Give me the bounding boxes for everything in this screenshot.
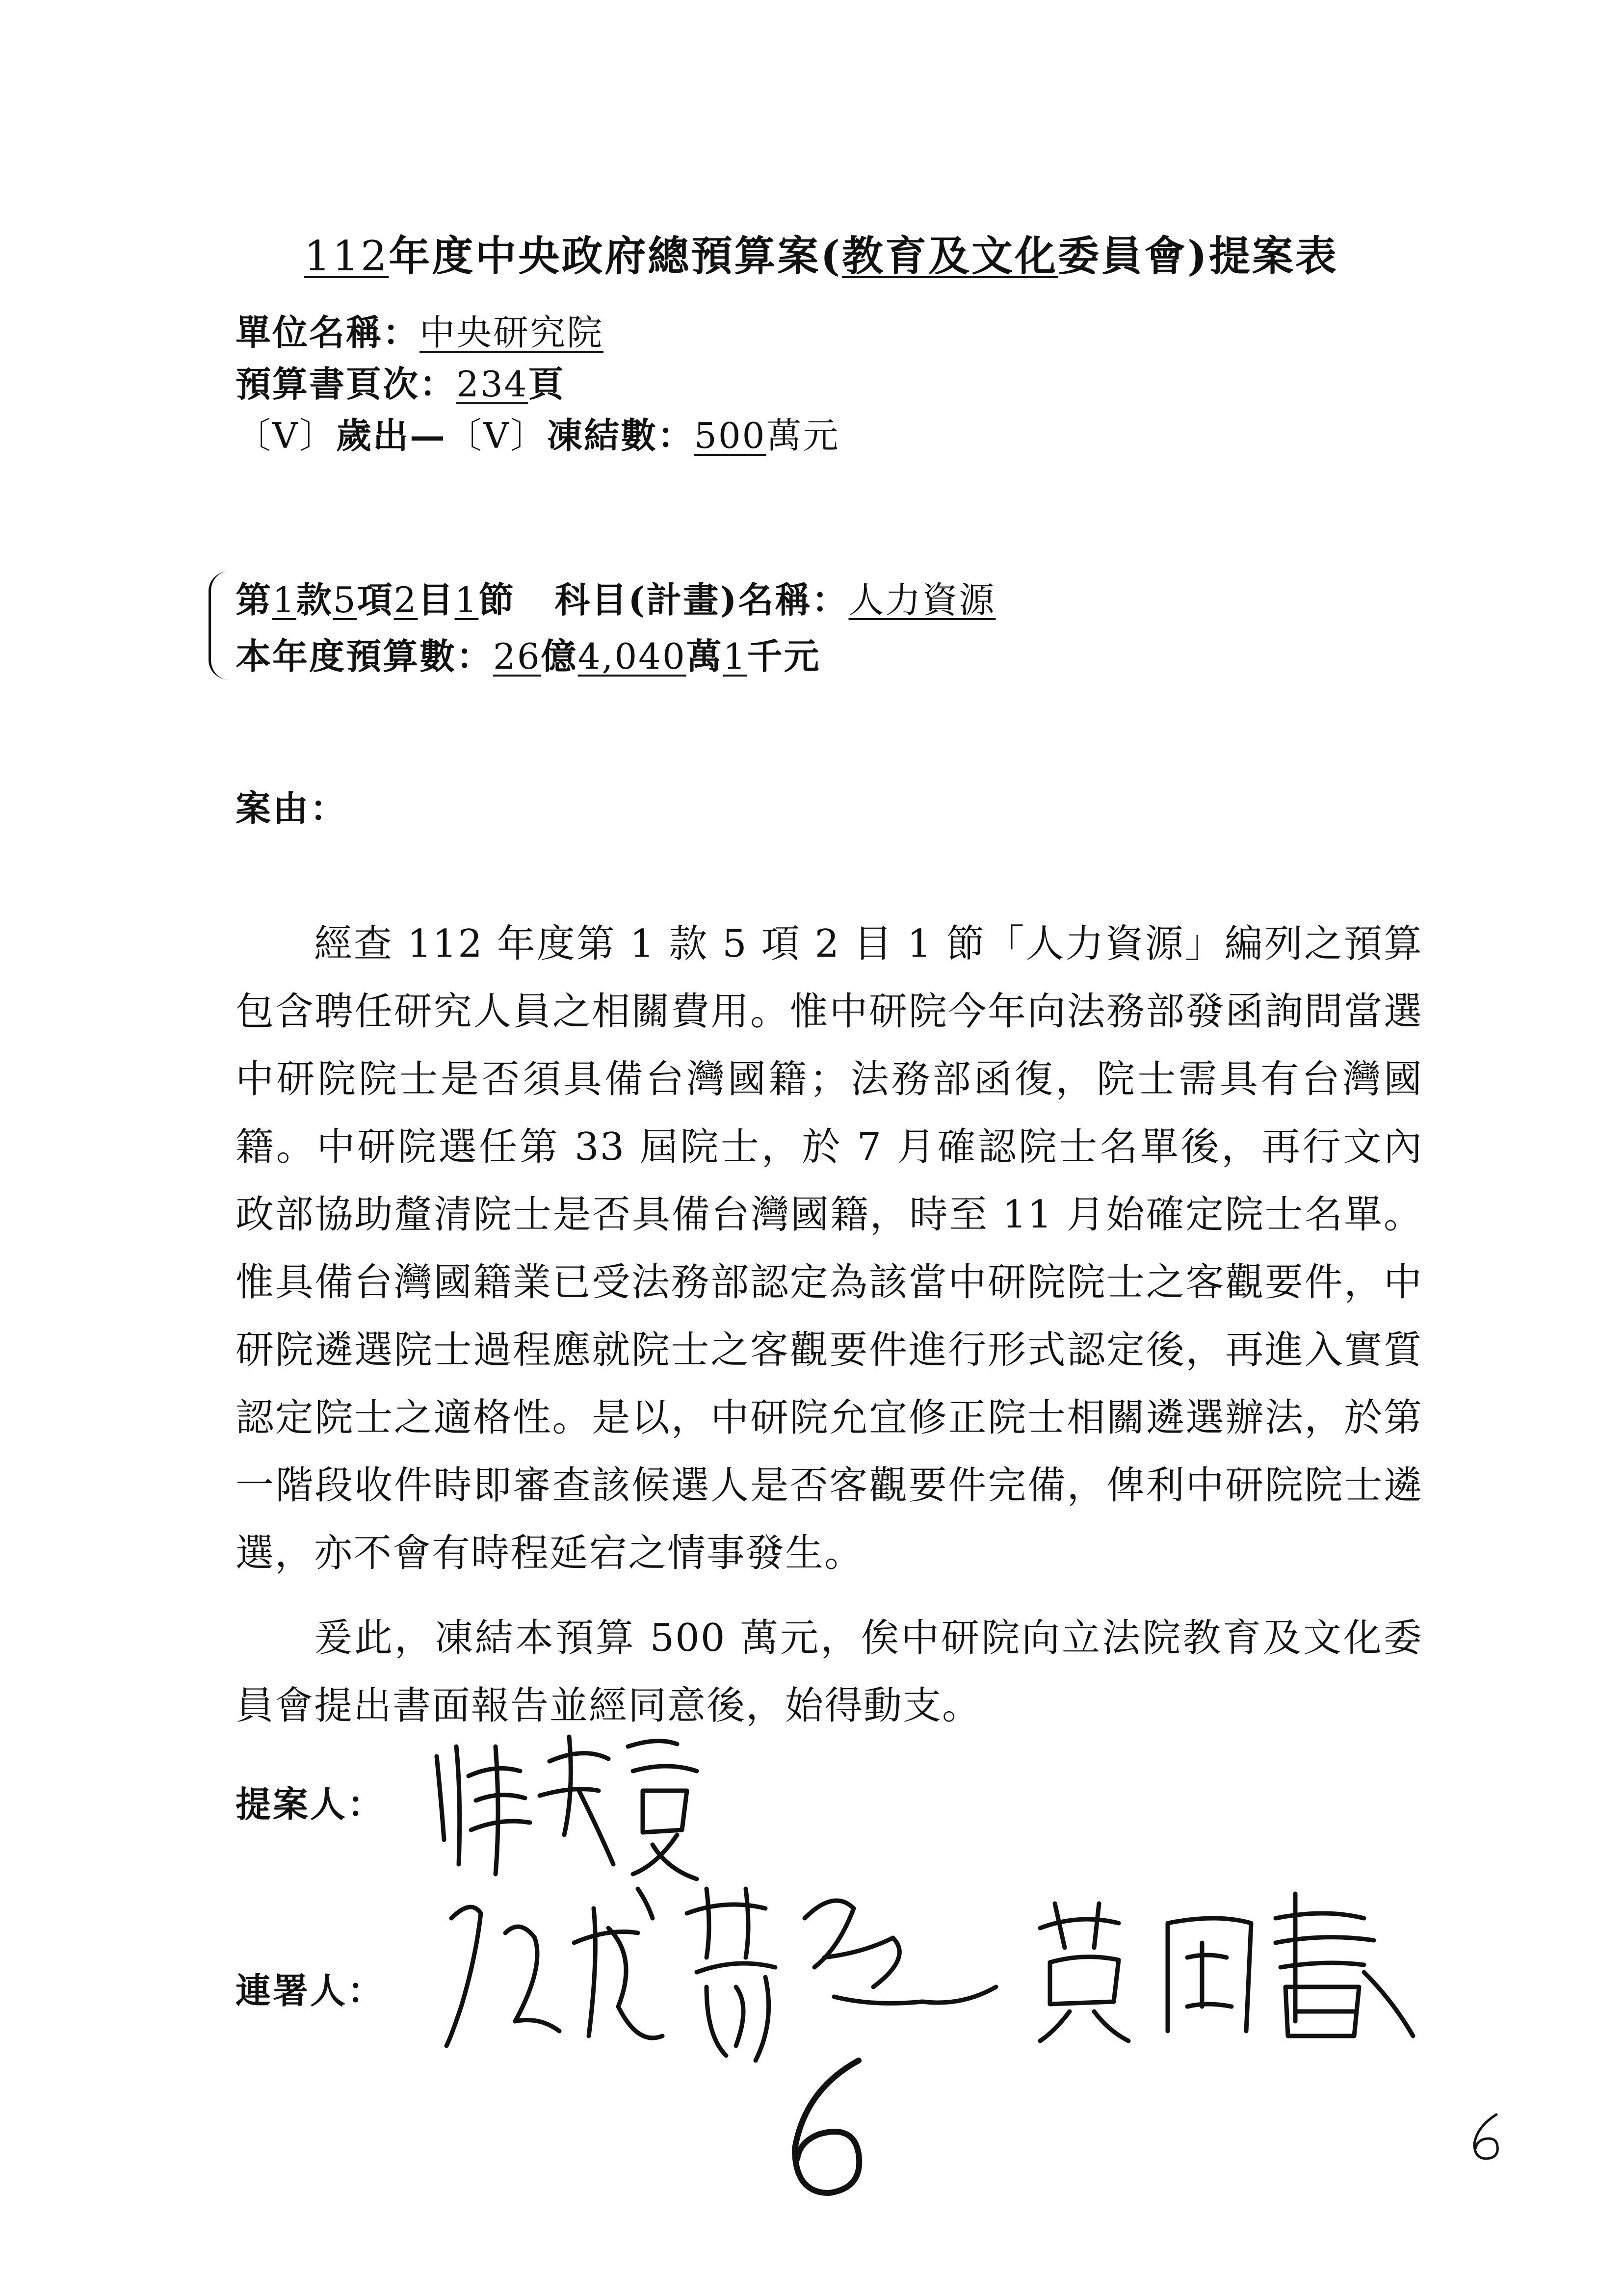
subject-value: 人力資源 bbox=[848, 579, 996, 621]
freeze-line bbox=[236, 407, 839, 458]
budget-wan: 4,040 bbox=[577, 636, 686, 677]
budget-label: 本年度預算數： bbox=[236, 635, 494, 677]
budget-line bbox=[236, 628, 821, 679]
section-m: 2 bbox=[393, 579, 418, 621]
budget-qian: 1 bbox=[723, 636, 747, 677]
cosigner-label: 連署人： bbox=[236, 1970, 385, 2011]
page-ref-line bbox=[236, 356, 565, 407]
section-j: 1 bbox=[454, 579, 479, 621]
proposer-signature-image bbox=[422, 1717, 726, 1884]
budget-qian-unit: 千元 bbox=[747, 635, 821, 677]
page-number-image bbox=[1467, 2110, 1506, 2164]
page-ref-suffix: 頁 bbox=[528, 363, 565, 405]
handwritten-number-image bbox=[775, 2051, 883, 2208]
page-ref-label: 預算書頁次： bbox=[236, 363, 457, 405]
freeze-checkbox-2: 〔V〕 bbox=[446, 415, 548, 456]
page-title bbox=[304, 223, 1338, 283]
section-line bbox=[236, 572, 995, 623]
freeze-label-2: 凍結數： bbox=[547, 415, 695, 456]
reason-paragraph-2: 爰此，凍結本預算 500 萬元，俟中研院向立法院教育及文化委員會提出書面報告並經同意後，始得動支。 bbox=[236, 1616, 1423, 1728]
page-ref-value: 234 bbox=[456, 364, 528, 405]
budget-yi: 26 bbox=[493, 636, 541, 677]
budget-wan-unit: 萬 bbox=[686, 635, 723, 677]
freeze-checkbox-1: 〔V〕 bbox=[236, 415, 336, 456]
unit-line bbox=[236, 304, 603, 355]
cosigner-signature-1-image bbox=[432, 1859, 1021, 2114]
reason-paragraph-1: 經查 112 年度第 1 款 5 項 2 目 1 節「人力資源」編列之預算包含聘任研究人員之相關費用。惟中研院今年向法務部發函詢問當選中研院院士是否須具備台灣國籍；法務部函復，院士需具有台灣國籍。中研院選任第 33 屆院士，於 7 月確認院士名單後，再行文內政部協助釐清院士是否具備台灣國籍，時至 11 月始確定院士名單。惟具備台灣國籍業已受法務部認定為該當中研院院士之客觀要件，中研院遴選院士過程應就院士之客觀要件進行形式認定後，再進入實質認定院士之適格性。是以，中研院允宜修正院士相關遴選辦法，於第一階段收件時即審查該候選人是否客觀要件完備，俾利中研院院士遴選，亦不會有時程延宕之情事發生。 bbox=[236, 922, 1423, 1575]
section-m-unit: 目 bbox=[418, 579, 455, 621]
freeze-value: 500 bbox=[694, 415, 766, 456]
section-x: 5 bbox=[333, 579, 357, 621]
section-j-unit: 節 bbox=[478, 579, 516, 621]
section-k-label: 第 bbox=[236, 579, 273, 621]
reason-label: 案由： bbox=[236, 787, 348, 829]
section-k-unit: 款 bbox=[296, 579, 333, 621]
title-committee: 教育及文化 bbox=[842, 232, 1058, 280]
section-bracket bbox=[209, 572, 231, 679]
subject-label: 科目(計畫)名稱： bbox=[554, 579, 849, 621]
unit-value: 中央研究院 bbox=[419, 312, 604, 353]
cosigner-signature-2-image bbox=[1021, 1874, 1423, 2061]
title-post: 委員會)提案表 bbox=[1058, 232, 1338, 280]
unit-label: 單位名稱： bbox=[236, 312, 420, 353]
section-k: 1 bbox=[272, 579, 296, 621]
title-year: 112 bbox=[304, 232, 389, 280]
title-pre: 年度中央政府總預算案( bbox=[389, 232, 842, 280]
proposer-label: 提案人： bbox=[236, 1783, 385, 1825]
budget-yi-unit: 億 bbox=[541, 635, 578, 677]
section-x-unit: 項 bbox=[357, 579, 394, 621]
freeze-unit: 萬元 bbox=[766, 415, 840, 456]
freeze-label-1: 歲出— bbox=[336, 415, 447, 456]
